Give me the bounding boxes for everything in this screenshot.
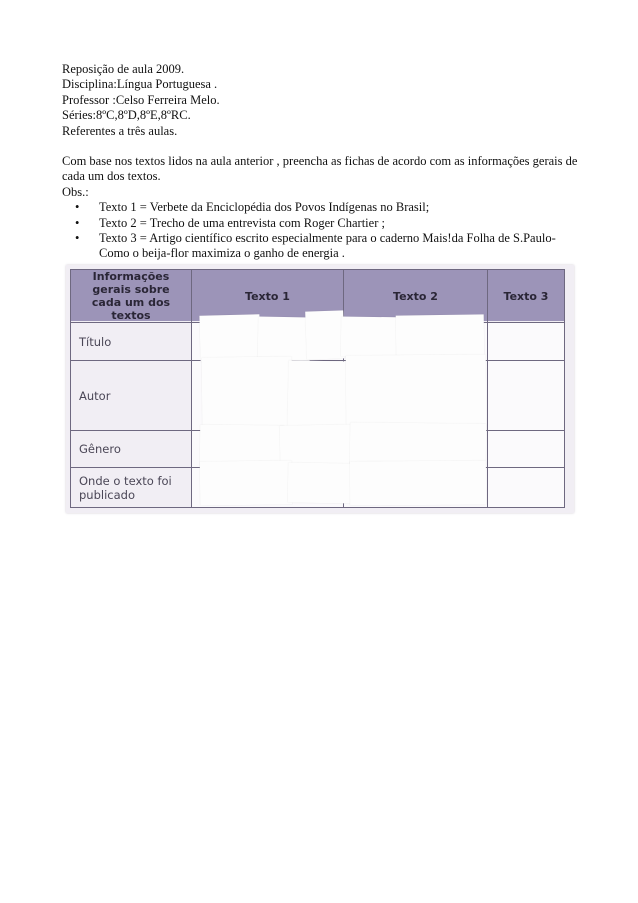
paragraph-gap bbox=[62, 139, 582, 154]
obs-item-text: Texto 2 = Trecho de uma entrevista com Roger Chartier ; bbox=[99, 215, 385, 230]
correction-patch bbox=[202, 357, 293, 432]
row-label-genero: Gênero bbox=[71, 431, 192, 468]
correction-patch bbox=[346, 355, 487, 432]
header-line-teacher: Professor :Celso Ferreira Melo. bbox=[62, 92, 220, 107]
correction-patch bbox=[396, 314, 485, 359]
header-line-lesson: Reposição de aula 2009. bbox=[62, 62, 185, 76]
bullet-icon: • bbox=[75, 215, 80, 230]
correction-patch bbox=[350, 422, 486, 465]
obs-item-texto-3 bbox=[62, 231, 582, 262]
bullet-icon: • bbox=[75, 200, 80, 215]
bullet-icon: • bbox=[75, 231, 80, 246]
instruction-paragraph: Com base nos textos lidos na aula anterior , preencha as fichas de acordo com as informações gerais de cada um dos textos. bbox=[62, 154, 578, 184]
header-line-subject: Disciplina:Língua Portuguesa . bbox=[62, 77, 218, 92]
correction-patch bbox=[280, 424, 355, 465]
correction-patch bbox=[199, 314, 260, 362]
obs-list bbox=[62, 200, 582, 262]
header-line-grades: Séries:8ºC,8ºD,8ºE,8ºRC. bbox=[62, 108, 191, 123]
header-texto-2: Texto 2 bbox=[344, 270, 488, 323]
obs-label: Obs.: bbox=[62, 184, 89, 199]
document-text bbox=[62, 62, 582, 262]
correction-patch bbox=[305, 310, 345, 359]
header-texto-1: Texto 1 bbox=[192, 270, 344, 323]
cell-genero-texto-3[interactable] bbox=[488, 431, 565, 468]
scanned-table-image bbox=[66, 265, 574, 513]
correction-patch bbox=[288, 462, 355, 503]
correction-patch bbox=[350, 461, 486, 506]
obs-item-text: Texto 3 = Artigo científico escrito especialmente para o caderno Mais!da Folha de S.Paulo- Como o beija-flor maximiza o ganho de energia . bbox=[99, 231, 556, 261]
header-info-gerais: Informações gerais sobre cada um dos textos bbox=[71, 270, 192, 323]
obs-item-texto-1 bbox=[62, 200, 582, 215]
header-texto-3: Texto 3 bbox=[488, 270, 565, 323]
obs-item-text: Texto 1 = Verbete da Enciclopédia dos Povos Indígenas no Brasil; bbox=[99, 200, 430, 215]
correction-patch bbox=[258, 317, 311, 361]
cell-publicado-texto-3[interactable] bbox=[488, 468, 565, 508]
cell-titulo-texto-3[interactable] bbox=[488, 323, 565, 361]
correction-patch bbox=[200, 460, 293, 505]
header-line-classes: Referentes a três aulas. bbox=[62, 123, 178, 138]
row-label-titulo: Título bbox=[71, 323, 192, 361]
row-label-publicado: Onde o texto foi publicado bbox=[71, 468, 192, 508]
cell-autor-texto-3[interactable] bbox=[488, 361, 565, 431]
row-label-autor: Autor bbox=[71, 361, 192, 431]
obs-item-texto-2 bbox=[62, 216, 582, 231]
